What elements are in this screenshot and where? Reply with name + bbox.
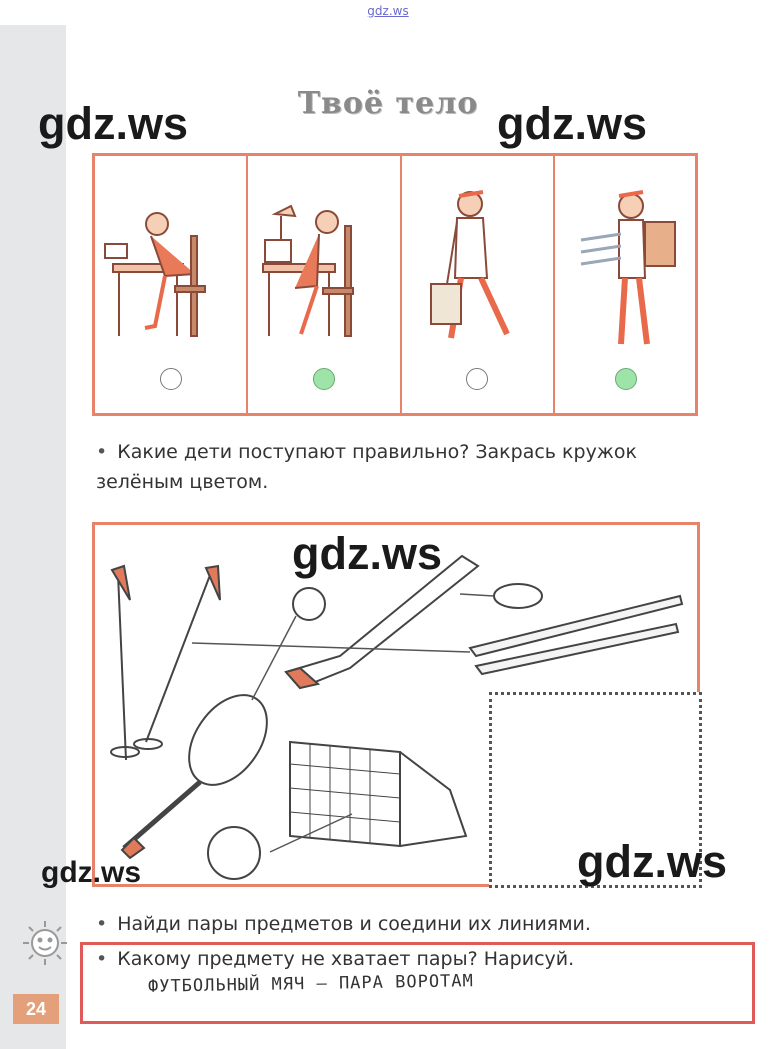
sun-icon <box>20 918 70 968</box>
exercise-2-task-missing-pair: • Какому предмету не хватает пары? Нарисуй. <box>96 944 716 974</box>
watermark: gdz.ws <box>577 836 728 887</box>
handwritten-answer[interactable]: ФУТБОЛЬНЫЙ МЯЧ — ПАРА ВОРОТАМ <box>147 971 474 997</box>
tennis-racket-drawing <box>122 681 283 858</box>
ball-drawing <box>208 827 260 879</box>
site-link[interactable]: gdz.ws <box>367 4 409 18</box>
watermark: gdz.ws <box>292 528 443 579</box>
pair-connecting-lines <box>192 594 494 852</box>
watermark: gdz.ws <box>38 98 189 149</box>
ski-poles-drawing <box>111 566 220 760</box>
page-number: 24 <box>13 994 59 1024</box>
watermark: gdz.ws <box>41 856 142 889</box>
exercise-2-task-find-pairs: • Найди пары предметов и соедини их линиями. <box>96 909 716 939</box>
page-title: Твоё тело <box>297 86 479 121</box>
tennis-ball-drawing <box>293 588 325 620</box>
exercise-1-question: • Какие дети поступают правильно? Закрась кружок зелёным цветом. <box>96 437 716 497</box>
watermark: gdz.ws <box>497 98 648 149</box>
skis-drawing <box>470 596 682 674</box>
puck-drawing <box>494 584 542 608</box>
